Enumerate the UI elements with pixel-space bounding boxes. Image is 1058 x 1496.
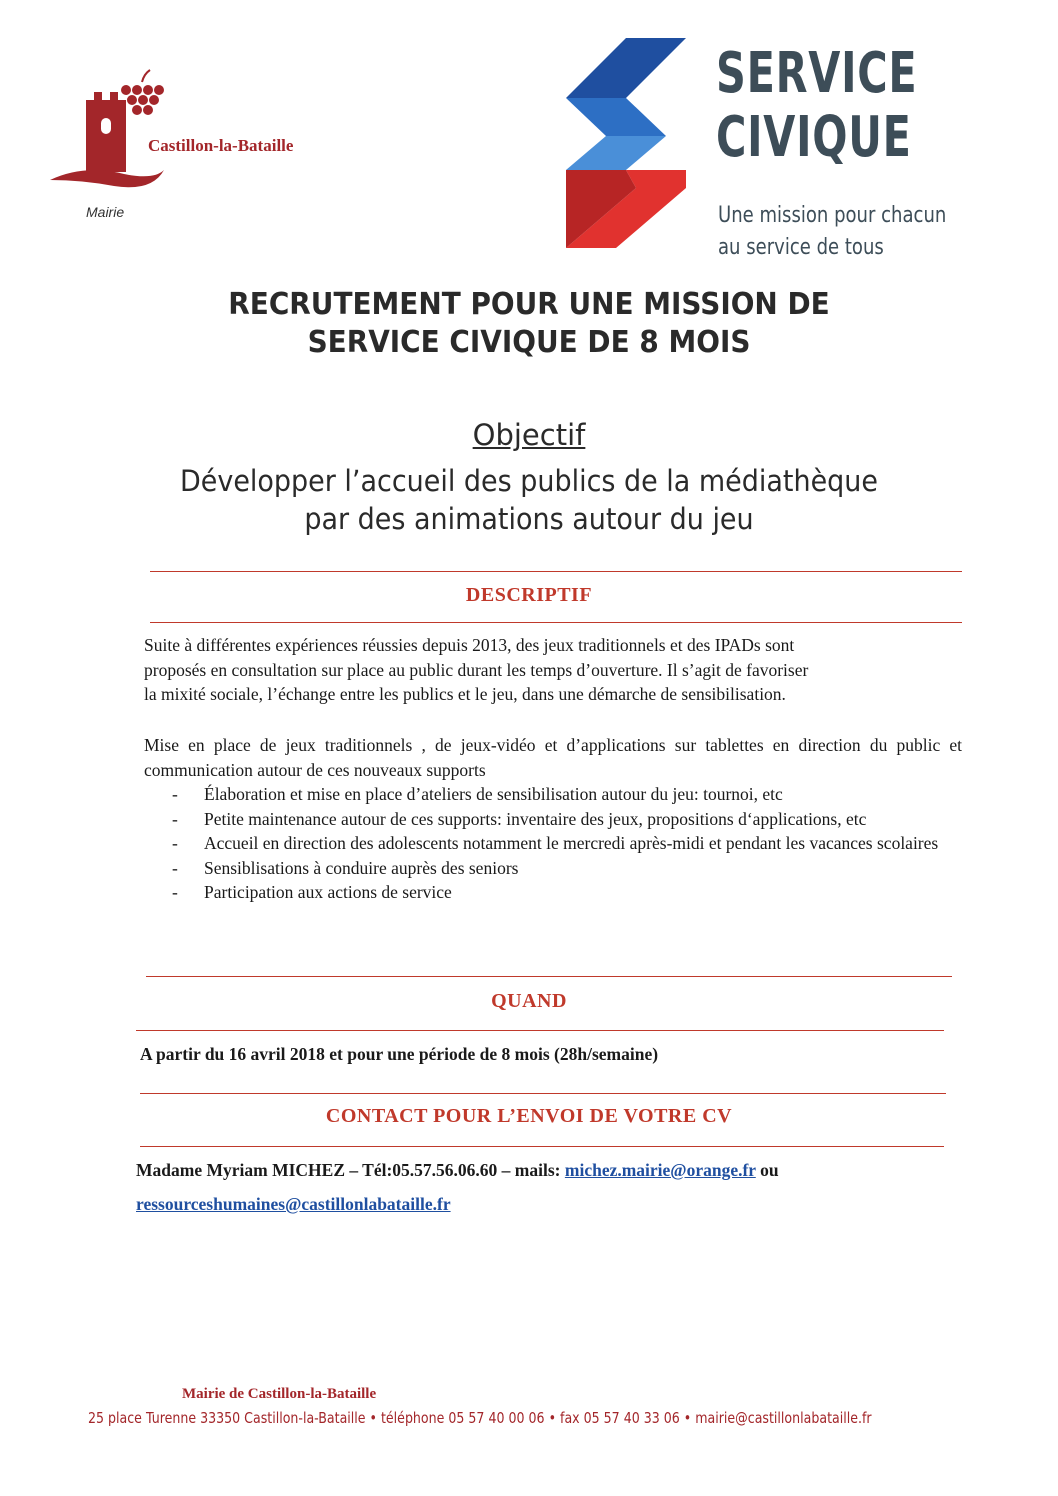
objectif-label: Objectif (472, 418, 586, 452)
list-item: - Participation aux actions de service (172, 882, 452, 902)
service-civique-tagline: Une mission pour chacun au service de tous (718, 203, 947, 260)
page-title: RECRUTEMENT POUR UNE MISSION DE SERVICE CIVIQUE DE 8 MOIS (228, 287, 830, 360)
footer-name: Mairie de Castillon-la-Bataille (182, 1386, 377, 1402)
divider (140, 1093, 946, 1094)
descriptif-bullet-list (144, 782, 962, 905)
quand-text: A partir du 16 avril 2018 et pour une période de 8 mois (28h/semaine) (140, 1044, 659, 1064)
list-item: - Élaboration et mise en place d’ateliers de sensibilisation autour du jeu: tournoi, etc (172, 784, 783, 804)
service-civique-emblem-icon (556, 38, 706, 258)
divider (146, 976, 952, 977)
descriptif-paragraph-1: Suite à différentes expériences réussies depuis 2013, des jeux traditionnels et des IPADs sont proposés en consultation sur place au public durant les temps d’ouverture. Il s’agit de favoriser la mixité sociale, l’échange entre les publics et le jeu, dans une démarche de sensibilisation. (144, 635, 809, 704)
contact-details (136, 1160, 779, 1181)
mairie-name: Castillon-la-Bataille (148, 136, 294, 155)
list-item: - Sensiblisations à conduire auprès des seniors (172, 857, 519, 878)
list-item: - Petite maintenance autour de ces supports: inventaire des jeux, propositions d‘applications, etc (172, 808, 867, 829)
divider (150, 622, 962, 623)
contact-heading: CONTACT POUR L’ENVOI DE VOTRE CV (325, 1105, 733, 1127)
divider (150, 571, 962, 572)
descriptif-heading: DESCRIPTIF (465, 584, 593, 606)
quand-heading: QUAND (491, 990, 567, 1012)
contact-details-2 (136, 1194, 451, 1215)
descriptif-paragraph-2: Mise en place de jeux traditionnels , de jeux-vidéo et d’applications sur tablettes en direction du public et communication autour de ces nouveaux supports (144, 735, 962, 780)
contact-prefix: Madame Myriam MICHEZ – Tél:05.57.56.06.60 – mails: (136, 1160, 565, 1180)
email-link-rh[interactable]: ressourceshumaines@castillonlabataille.fr (136, 1194, 451, 1214)
mairie-subtitle: Mairie (86, 204, 125, 220)
divider (140, 1146, 944, 1147)
divider (136, 1030, 944, 1031)
service-civique-title: SERVICE CIVIQUE (716, 41, 918, 170)
objectif-text: Développer l’accueil des publics de la médiathèque par des animations autour du jeu (180, 464, 878, 536)
contact-connector: ou (755, 1160, 779, 1180)
email-link-michez[interactable]: michez.mairie@orange.fr (564, 1160, 756, 1180)
list-item: - Accueil en direction des adolescents notamment le mercredi après-midi et pendant les vacances scolaires (172, 833, 939, 853)
footer-address: 25 place Turenne 33350 Castillon-la-Bataille • téléphone 05 57 40 00 06 • fax 05 57 40 33 06 • mairie@castillonlabataille.fr (88, 1409, 872, 1427)
